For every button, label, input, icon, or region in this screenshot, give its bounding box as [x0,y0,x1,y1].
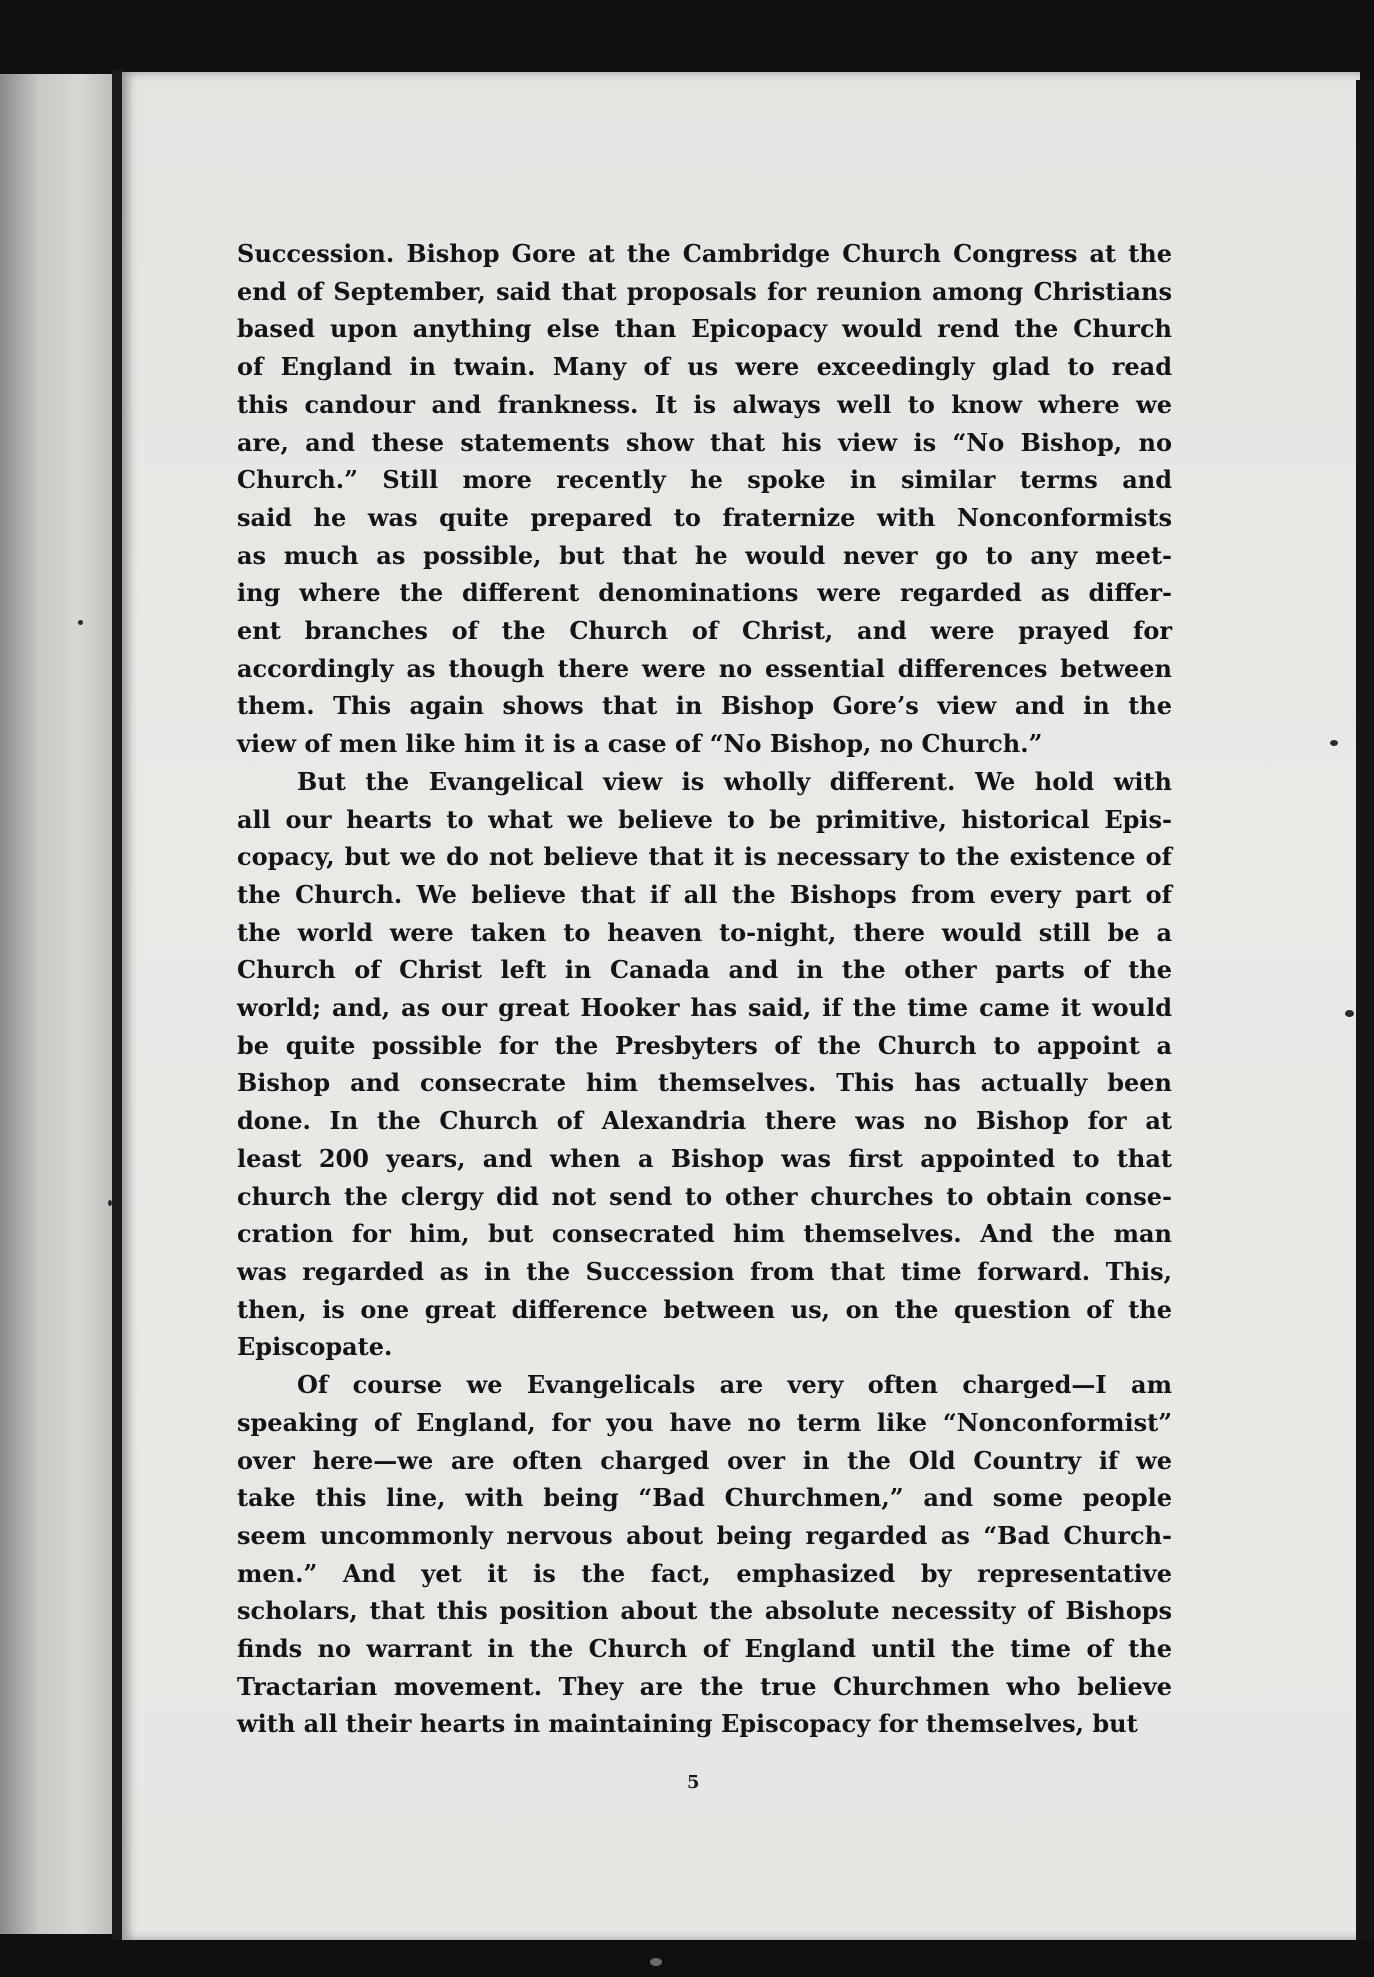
text-line: take this line, with being “Bad Churchmen,” and some people [237,1483,1172,1513]
text-line: ing where the different denominations were regarded as differ- [237,578,1172,608]
text-line: over here—we are often charged over in the Old Country if we [237,1445,1172,1475]
text-line: copacy, but we do not believe that it is necessary to the existence of [237,842,1172,872]
text-line: them. This again shows that in Bishop Gore’s view and in the [237,691,1172,721]
text-line: seem uncommonly nervous about being regarded as “Bad Church- [237,1520,1172,1550]
text-line: Episcopate. [237,1332,393,1362]
scan-speck [108,1200,112,1206]
body-text [237,235,1172,1743]
text-line: Tractarian movement. They are the true Churchmen who believe [237,1671,1172,1701]
text-line: Church of Christ left in Canada and in the other parts of the [237,955,1172,985]
text-line: view of men like him it is a case of “No Bishop, no Church.” [237,729,1043,759]
text-line: finds no warrant in the Church of England until the time of the [237,1634,1172,1664]
scan-speck [1345,1010,1354,1017]
text-line: be quite possible for the Presbyters of the Church to appoint a [237,1030,1172,1060]
text-line: cration for him, but consecrated him themselves. And the man [237,1219,1172,1249]
text-line: But the Evangelical view is wholly different. We hold with [297,766,1172,796]
text-line: men.” And yet it is the fact, emphasized by representative [237,1558,1172,1588]
text-line: Of course we Evangelicals are very often charged—I am [297,1370,1172,1400]
text-line: end of September, said that proposals for reunion among Christians [237,276,1172,306]
text-line: accordingly as though there were no essential differences between [237,653,1172,683]
text-line: Bishop and consecrate him themselves. This has actually been [237,1068,1172,1098]
text-line: scholars, that this position about the absolute necessity of Bishops [237,1596,1172,1626]
text-line: are, and these statements show that his view is “No Bishop, no [237,427,1172,457]
text-line: was regarded as in the Succession from that time forward. This, [237,1256,1172,1286]
text-line: least 200 years, and when a Bishop was first appointed to that [237,1143,1172,1173]
text-line: ent branches of the Church of Christ, and were prayed for [237,616,1172,646]
previous-page-edge [0,74,114,1934]
text-line: all our hearts to what we believe to be primitive, historical Epis- [237,804,1172,834]
text-line: Church.” Still more recently he spoke in similar terms and [237,465,1172,495]
text-line: done. In the Church of Alexandria there was no Bishop for at [237,1106,1172,1136]
text-line: world; and, as our great Hooker has said, if the time came it would [237,993,1172,1023]
paragraph [237,763,1172,1366]
text-line: said he was quite prepared to fraternize with Nonconformists [237,502,1172,532]
text-line: speaking of England, for you have no term like “Nonconformist” [237,1407,1172,1437]
text-line: the world were taken to heaven to-night, there would still be a [237,917,1172,947]
text-line: this candour and frankness. It is always well to know where we [237,389,1172,419]
text-line: with all their hearts in maintaining Episcopacy for themselves, but [237,1709,1138,1739]
text-line: as much as possible, but that he would never go to any meet- [237,540,1172,570]
page-number: 5 [687,1772,700,1793]
text-line: then, is one great difference between us, on the question of the [237,1294,1172,1324]
text-line: based upon anything else than Epicopacy would rend the Church [237,314,1172,344]
paragraph [237,235,1172,763]
text-line: Succession. Bishop Gore at the Cambridge Church Congress at the [237,239,1172,268]
page-right-shadow [1356,80,1374,1940]
text-line: of England in twain. Many of us were exceedingly glad to read [237,352,1172,382]
scan-speck [1330,740,1338,746]
scan-speck [78,620,83,625]
text-line: church the clergy did not send to other churches to obtain conse- [237,1181,1172,1211]
scan-speck [650,1958,662,1966]
paragraph [237,1366,1172,1743]
text-line: the Church. We believe that if all the Bishops from every part of [237,879,1172,909]
